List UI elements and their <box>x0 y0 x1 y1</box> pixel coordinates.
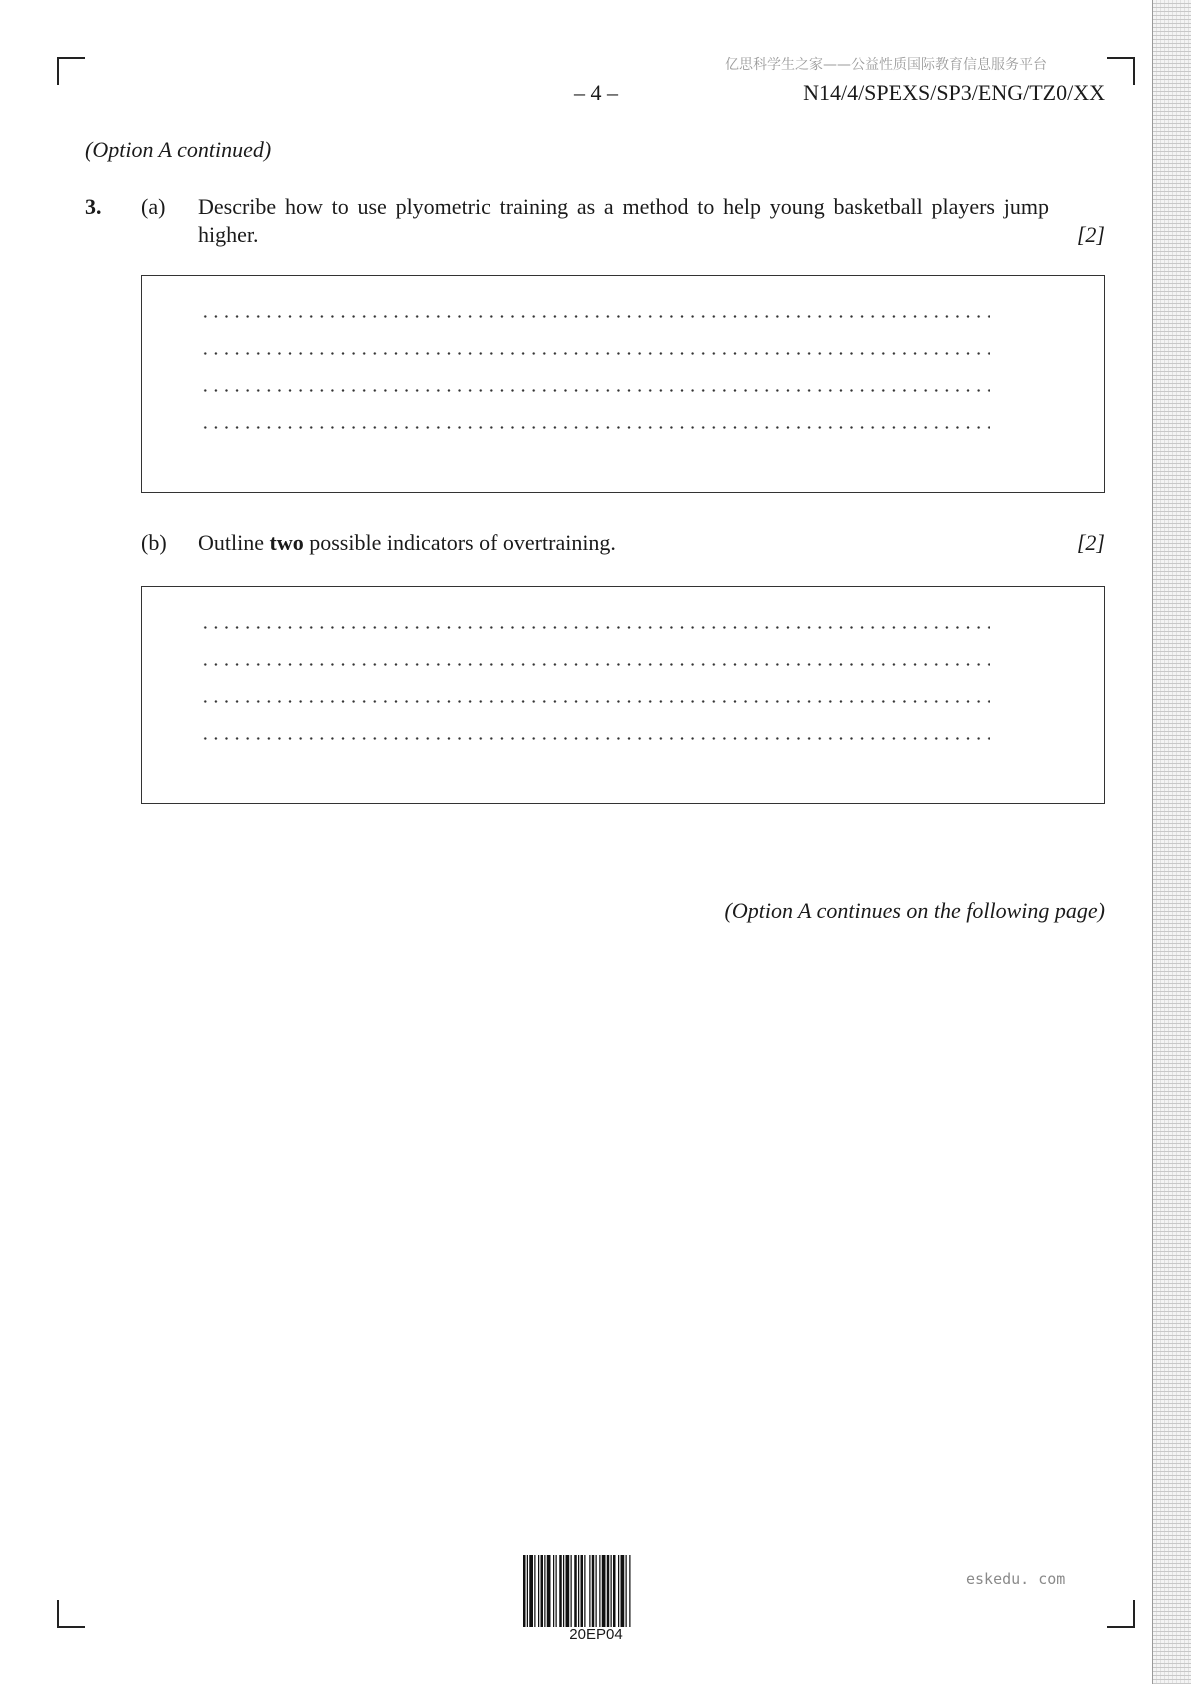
hatched-margin-strip <box>1152 0 1191 1684</box>
barcode-bar <box>626 1555 627 1627</box>
part-a-marks: [2] <box>1076 222 1105 247</box>
part-a-label: (a) <box>141 194 166 219</box>
barcode-bar <box>538 1555 539 1627</box>
answer-line[interactable] <box>200 389 990 392</box>
barcode <box>523 1555 669 1627</box>
continues-note: (Option A continues on the following page) <box>724 898 1105 923</box>
option-continued-label: (Option A continued) <box>85 137 272 162</box>
paper-code: N14/4/SPEXS/SP3/ENG/TZ0/XX <box>803 80 1105 105</box>
barcode-bar <box>602 1555 606 1627</box>
barcode-bar <box>541 1555 544 1627</box>
barcode-bar <box>559 1555 562 1627</box>
barcode-bar <box>618 1555 619 1627</box>
barcode-bar <box>523 1555 526 1627</box>
barcode-bar <box>629 1555 630 1627</box>
barcode-bar <box>589 1555 590 1627</box>
barcode-bar <box>613 1555 616 1627</box>
question-number: 3. <box>85 194 102 219</box>
crop-mark-bottom-left <box>57 1600 85 1628</box>
part-b-label: (b) <box>141 530 167 555</box>
barcode-label: 20EP04 <box>569 1626 623 1643</box>
header-watermark: 亿思科学生之家——公益性质国际教育信息服务平台 <box>725 57 1047 73</box>
barcode-bar <box>544 1555 545 1627</box>
part-b-answer-box[interactable] <box>141 586 1105 804</box>
answer-line[interactable] <box>200 626 990 629</box>
barcode-bar <box>584 1555 585 1627</box>
part-b-text-end: possible indicators of overtraining. <box>303 530 616 555</box>
barcode-bar <box>556 1555 557 1627</box>
part-b-emphasis: two <box>269 530 304 555</box>
part-b-text-start: Outline <box>198 530 270 555</box>
answer-line[interactable] <box>200 737 990 740</box>
crop-mark-bottom-right <box>1107 1600 1135 1628</box>
barcode-bar <box>592 1555 595 1627</box>
part-b-marks: [2] <box>1076 530 1105 555</box>
barcode-bar <box>527 1555 528 1627</box>
barcode-bar <box>553 1555 554 1627</box>
barcode-bar <box>611 1555 612 1627</box>
barcode-bar <box>621 1555 625 1627</box>
barcode-bar <box>607 1555 610 1627</box>
answer-line[interactable] <box>200 315 990 318</box>
barcode-bar <box>574 1555 577 1627</box>
barcode-bar <box>563 1555 564 1627</box>
part-a-answer-box[interactable] <box>141 275 1105 493</box>
crop-mark-top-right <box>1107 57 1135 85</box>
barcode-bar <box>578 1555 579 1627</box>
barcode-bar <box>596 1555 597 1627</box>
barcode-bar <box>547 1555 551 1627</box>
part-a-question-text: Describe how to use plyometric training as a method to help young basketball players jump higher. <box>198 194 1049 247</box>
page-number: – 4 – <box>574 80 618 105</box>
barcode-bar <box>534 1555 535 1627</box>
answer-line[interactable] <box>200 352 990 355</box>
barcode-bar <box>566 1555 570 1627</box>
footer-watermark: eskedu. com <box>966 1570 1066 1588</box>
part-b-question-text <box>198 529 1049 557</box>
barcode-bar <box>571 1555 572 1627</box>
barcode-bar <box>581 1555 584 1627</box>
barcode-bar <box>529 1555 533 1627</box>
barcode-bar <box>599 1555 600 1627</box>
answer-line[interactable] <box>200 426 990 429</box>
answer-line[interactable] <box>200 700 990 703</box>
answer-line[interactable] <box>200 663 990 666</box>
